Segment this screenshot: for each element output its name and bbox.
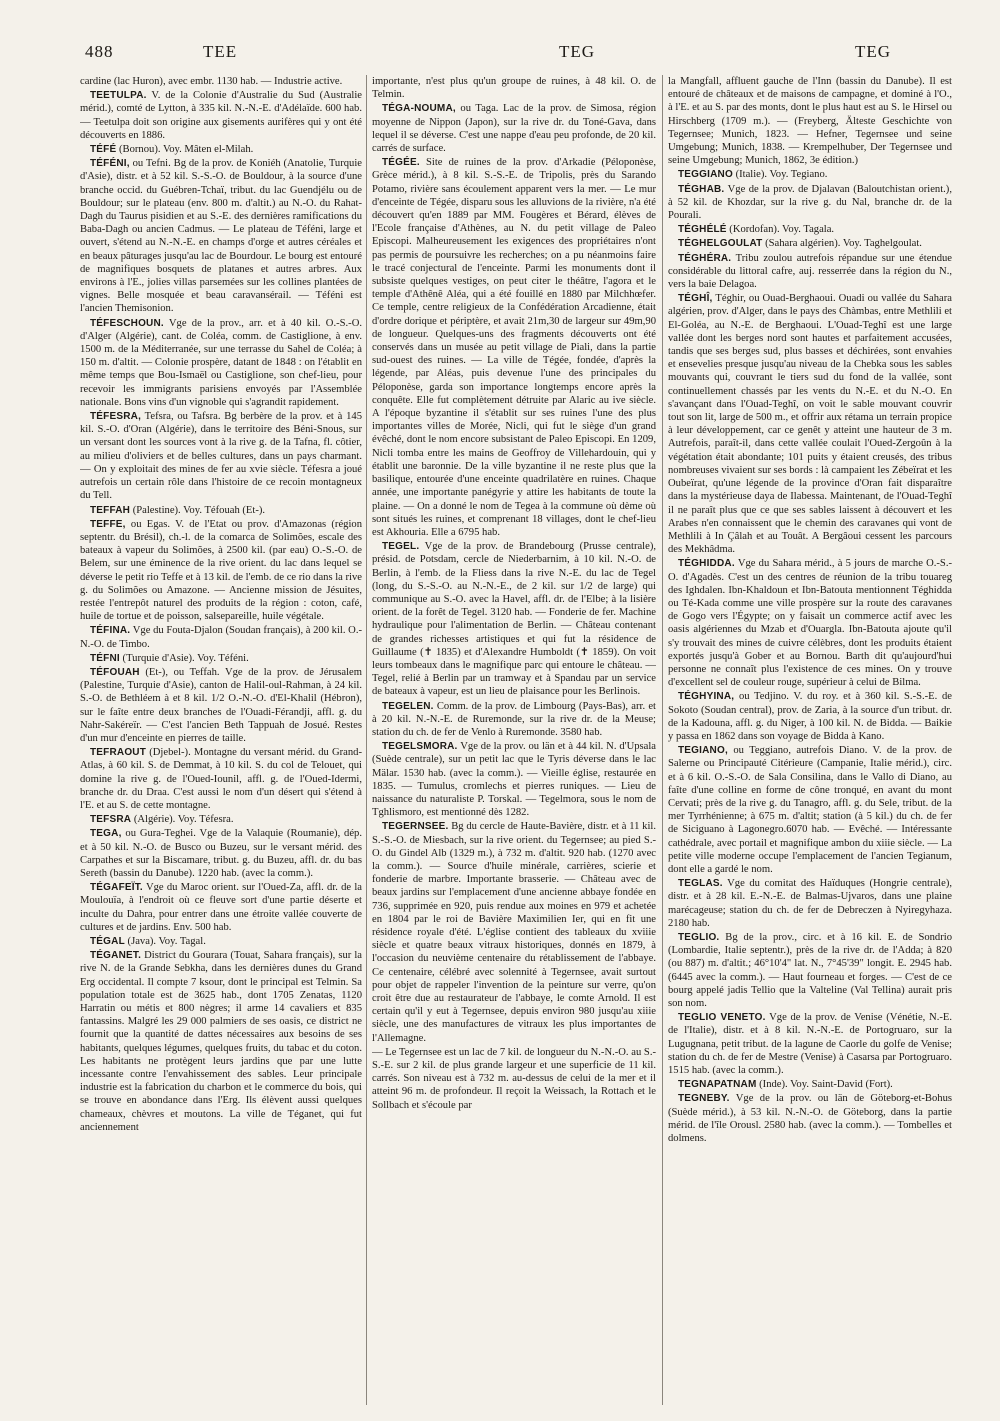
entry-text: (Sahara algérien). Voy. Taghelgoulat. [762,238,922,250]
entry-text: (Bornou). Voy. Mâten el-Milah. [116,144,254,156]
dictionary-entry [372,1046,656,1112]
left-running-head: TEE [203,42,238,61]
entry-headword: TÉGHYINA, [678,691,735,703]
dictionary-entry [80,949,362,1134]
dictionary-entry [668,744,952,876]
entry-headword: TÉFÉ [90,144,117,156]
entry-headword: TEGNEBY. [678,1093,730,1105]
dictionary-entry [80,624,362,650]
entry-headword: TEFRAOUT [90,747,147,759]
dictionary-entry [668,252,952,292]
dictionary-entry [372,156,656,539]
entry-text: Vge du Fouta-Djalon (Soudan français), à 200 kil. O.-N.-O. de Timbo. [80,625,362,650]
dictionary-entry [668,237,952,250]
entry-text: Comm. de la prov. de Limbourg (Pays-Bas), arr. et à 20 kil. N.-N.-E. de Ruremonde, sur la rive dr. de la Meuse; station du ch. de fer de Venlo à Ruremonde. 3580 hab. [372,700,656,738]
entry-text: (Djebel-). Montagne du versant mérid. du Grand-Atlas, à 60 kil. S. de Demmat, à 10 kil. S. du col de Telouet, qui domine la rive g. de l'Oued-Iounil, affl. g. de l'Oued-Idermi, branche dr. du Draa. C'est aussi le nom d'un désert qui s'étend à l'E. et au S. de cette montagne. [80,747,362,811]
dictionary-entry [80,666,362,745]
entry-headword: TÉGHÉLÉ [678,224,727,236]
entry-headword: TÉFOUAH [90,666,140,678]
entry-text: Vge de la prov. de Djalavan (Baloutchistan orient.), à 52 kil. de Khozdar, sur la rive g. du Nal, branche dr. de la Pourali. [668,183,952,222]
entry-text: Site de ruines de la prov. d'Arkadie (Péloponèse, Grèce mérid.), à 8 kil. S.-S.-E. de Tripolis, près du Sarando Potamo, rivière sans écoulement apparent vers la mer. — Le mur d'enceinte de Tégée, disparu sous les alluvions de la rivière, n'a été découvert qu'en 1889 par MM. Fougères et Bérard, élèves de l'Ecole française d'Athènes, au N. du petit village de Paleo Episcopi. Malheureusement les exigences des propriétaires n'ont pas permis de poursuivre les recherches; on a pu néanmoins faire le tracé conjectural de l'enceinte. Parmi les monuments dont il subsiste quelques vestiges, on peut citer le théâtre, l'agora et le temple d'Athênê Aléa, qui a été fouillé en 1880 par Milchhœfer. Ce temple, centre religieux de la Confédération Arcadienne, était d'ordre dorique et périptère, et avait 21m,30 de largeur sur 49m,90 de longueur. Quelques-uns des fragments découverts ont été conservés dans un musée au petit village de Piali, dans la partie sud-ouest des ruines. — La ville de Tégée, fondée, d'après la légende, par Aléas, puis devenue l'une des principales du Péloponèse, garda son importance longtemps encore après la conquête. Elle fut complètement détruite par Alaric au ive siècle. A l'époque byzantine il s'établit sur ses ruines l'une des plus importantes villes de Morée, Nicli, qui fut le siège d'un grand évêché, dont le nom encore subsistant de Paleo Episcopi. En 1209, Nicli tomba entre les mains de Geoffroy de Villehardouin, qui y établit une baronnie. De la ville byzantine il ne reste plus que la basilique, entourée d'une enceinte quadrilatère en ruines. Chaque année, une importante panégyrie y attire les habitants de toute la plaine. — On a donné le nom de Tegea à la commune où dème où sont situés les ruines, et comprenant 18 villages, dont le chef-lieu est Akhouria. Elle a 6795 hab. [372,157,656,538]
entry-headword: TEFFE, [90,518,126,530]
dictionary-entry [80,518,362,624]
dictionary-entry [668,557,952,689]
entry-headword: TEGGIANO [678,169,733,181]
entry-headword: TEGA, [90,828,122,840]
dictionary-entry [372,700,656,740]
entry-text: la Mangfall, affluent gauche de l'Inn (bassin du Danube). Il est entouré de châteaux et de maisons de campagne, et dominé à l'O., à l'E. et au S. par des monts, dont le plus haut est au S. le Hirsel ou Hirschberg (1709 m.). — (Freyberg, Älteste Geschichte von Tegernsee; Munich, 1823. — Hefner, Tegernsee und seine Umgebung; Munich, 1838. — Krempelhuber, Der Tegernsee und seine Umgebung; Munich, 1862, 3e édition.) [668,76,952,167]
entry-headword: TÉFESRA, [90,411,142,423]
entry-text: Vge de la prov. ou län et à 44 kil. N. d'Upsala (Suède centrale), sur un petit lac que le Tyris déverse dans le lac Mälar. 1530 hab. (avec la comm.). — Vieille église, restaurée en 1835. — Tumulus, cromlechs et pierres runiques. — Lieu de naissance du naturaliste P. Torskal. — Tegelmora, sous le nom de Tghlismoro, est mentionné dès 1282. [372,741,656,819]
entry-text: cardine (lac Huron), avec embr. 1130 hab. — Industrie active. [80,76,343,87]
entry-text: Vge du Maroc orient. sur l'Oued-Za, affl. dr. de la Moulouïa, à l'endroit où ce fleuve sort d'une partie déserte et inculte du Dahra, pour entrer dans une étroite vallée couverte de cultures et de jardins. Env. 500 hab. [80,882,362,933]
entry-headword: TÉGHÉRA. [678,252,732,264]
entry-text: Vge du comitat des Haïduques (Hongrie centrale), distr. et à 28 kil. E.-N.-E. de Balmas-Ujvaros, dans une plaine marécageuse; station du ch. de fer de Debreczen à Nyiregyhaza. 2180 hab. [668,878,952,929]
dictionary-entry [668,223,952,236]
entry-text: ou Gura-Teghei. Vge de la Valaquie (Roumanie), dép. et à 50 kil. N.-O. de Busco ou Buzeu, sur le versant mérid. des Carpathes et sur la Biscamare, tribut. g. du Buzeu, affl. dr. du bas Sereth (bassin du Danube). 1220 hab. (avec la comm.). [80,828,362,879]
running-header [85,42,980,68]
entry-headword: TÉGHAB. [678,183,725,195]
right-running-head: TEG [855,42,892,61]
dictionary-entry [80,157,362,315]
entry-text: — Le Tegernsee est un lac de 7 kil. de longueur du N.-N.-O. au S.-S.-E. sur 2 kil. de plus grande largeur et une superficie de 11 kil. carrés. Son niveau est à 732 m. au-dessus de celui de la mer et il atteint 96 m. de profondeur. Il reçoit la Weissach, la Rottach et le Sollbach et s'écoule par [372,1046,656,1111]
entry-text: (Kordofan). Voy. Tagala. [726,224,835,236]
column-divider [366,75,367,1405]
entry-text: Vge de la prov. de Brandebourg (Prusse centrale), présid. de Potsdam, cercle de Niederbarnim, à 10 kil. N.-O. de Berlin, à l'emb. de la Fliess dans la rive N.-E. du lac de Tegel (long, du S.-S.-O. au N.-N.-E., de 2 kil. sur 1/2 de large) qui communique au S.-O. avec la Havel, affl. dr. de l'Elbe; à la lisière orient. de la forêt de Tegel. 3120 hab. — Fonderie de fer. Machine hydraulique pour l'alimentation de Berlin. — Château contenant de grandes richesses artistiques et qui fut la résidence de Guillaume (✝ 1835) et d'Alexandre Humboldt (✝ 1859). On voit leurs tombeaux dans le magnifique parc qui entoure le château. — Tegel, relié à Berlin par un tramway et à Spandau par un service de bateaux à vapeur, est un lieu de plaisance pour les Berlinois. [372,541,656,698]
entry-headword: TEGNAPATNAM [678,1079,757,1091]
entry-text: Bg du cercle de Haute-Bavière, distr. et à 11 kil. S.-S.-O. de Miesbach, sur la rive orient. du Tegernsee; au pied S.-O. du Gindel Alb (1329 m.), à 732 m. d'altit. 920 hab. (1270 avec la comm.). — Source d'huile minérale, carrières, scierie et fonderie de marbre. Importante brasserie. — Château avec de beaux jardins sur l'emplacement d'une ancienne abbaye fondée en 736, supprimée en 920, puis rendue aux moines en 979 et achetée en 1804 par le roi de Bavière Maximilien Ier, qui en fit une résidence royale d'été. L'église contient des tableaux du xviiie siècle et quatre beaux vitraux historiques, donnés en 1879, à l'occasion du neuvième centenaire du rétablissement de l'abbaye. Ce centenaire, célébré avec solennité à Tegernsee, avait surtout pour objet de rappeler l'invention de la peinture sur verre, qu'on croit être due au restaurateur de l'abbaye, le comte Arnold. Il est certain qu'il y eut à Tegernsee, depuis environ 980 jusqu'au xiiie siècle, une des manufactures de vitraux les plus importantes de l'Allemagne. [372,821,656,1044]
entry-headword: TEFSRA [90,814,132,826]
entry-headword: TÉFÉNI, [90,158,130,170]
entry-headword: TÉGÉE. [382,157,420,169]
dictionary-entry [80,652,362,665]
dictionary-entry [80,89,362,142]
entry-headword: TEGIANO, [678,745,728,757]
entry-headword: TEGELSMORA. [382,741,458,753]
entry-text: Tefsra, ou Tafsra. Bg berbère de la prov. et à 145 kil. S.-O. d'Oran (Algérie), dans le territoire des Béni-Snous, sur un versant dont les sources vont à la rive g. de la Tafna, fl. côtier, au milieu d'oliviers et de belles cultures, dans un pays charmant. — On y exploitait des mines de fer au xvie siècle. Téfesra a joué autrefois un certain rôle dans l'histoire de ce recoin montagneux du Tell. [80,411,362,502]
dictionary-entry [668,168,952,181]
entry-headword: TÉFESCHOUN. [90,317,164,329]
dictionary-entry [668,1092,952,1145]
entry-headword: TÉGA-NOUMA, [382,103,456,115]
dictionary-entry [372,75,656,101]
page-number: 488 [85,42,114,61]
entry-headword: TEGEL. [382,541,420,553]
entry-text: (Italie). Voy. Tegiano. [732,169,828,181]
entry-text: ou Taga. Lac de la prov. de Simosa, région moyenne de Nippon (Japon), sur la rive dr. du Toné-Gava, dans lequel il se déverse. C'est une nappe d'eau peu profonde, de 20 kil. carrés de surface. [372,103,656,155]
dictionary-entry [80,143,362,156]
dictionary-entry [80,410,362,502]
entry-text: ou Tedjino. V. du roy. et à 360 kil. S.-S.-E. de Sokoto (Soudan central), prov. de Zaria, à la source d'un tribut. dr. de la Kadouna, affl. g. du Niger, à 100 kil. N. de Bidda. — Baikie y passa en 1862 dans son voyage de Bidda à Kano. [668,691,952,742]
entry-headword: TEGLIO. [678,932,720,943]
text-column-3 [668,75,952,1405]
entry-headword: TEGLAS. [678,878,723,890]
entry-text: (Java). Voy. Tagal. [124,936,206,947]
dictionary-entry [80,881,362,934]
entry-text: ou Tefni. Bg de la prov. de Koniéh (Anatolie, Turquie d'Asie), distr. et à 52 kil. S.-S.-O. de Bouldour, à la source d'une branche occid. du Guébren-Tchaï, tribut. du lac Guendjélu ou de Bouldour; sur le plateau (env. 800 m. d'altit.) au N.-O. du Rahat-Dagh du Taurus pisidien et au S.-E. des dernières ramifications du Baba-Dagh ou ancien Cadmus. — Le plateau de Téféni, large et ouvert, s'étend au N.-N.-E. en champs d'orge et autres céréales et en beaux pâturages jusqu'au lac de Bourdour. Le bourg est entouré de magnifiques bosquets de platanes et autres arbres. Aux environs à l'E., jolies villas parsemées sur les collines plantées de vignes. Belle mosquée et beau caravansérail. — Téféni est l'ancien Themisonion. [80,158,362,315]
entry-headword: TÉGHÎ, [678,293,713,305]
entry-text: Téghir, ou Ouad-Berghaoui. Ouadi ou vallée du Sahara algérien, prov. d'Alger, dans le pays des Chàmbas, entre Methlili et El-Goléa, au N.-E. de Berghaoui. L'Ouad-Teghî est une large vallée dont les berges nord sont hautes et parfaitement accusées, tandis que ses berges sud, plus basses et déchirées, sont envahies et ensevelies presque jusqu'au niveau de la Chebka sous les sables mouvants qui, couvrant le tiers sud du fond de la vallée, sont continuellement chassés par les vents du N.-E. et du N.-O. En s'avançant dans l'Ouad-Teghî, on voit le sable mouvant couvrir tout son lit, large de 500 m., et offrir aux rétama un terrain propice à leur développement, car ce genêt y atteint une hauteur de 3 m. Autrefois, paraît-il, dans cette vallée coulait l'Oued-Zergoûn à la végétation était abondante; 101 puits y étaient creusés, des tribus nombreuses vivaient sur ses bords : là campaient les Zébeïrat et les Oubeïrat, qu'une légende de la province d'Oran fait disparaître dans la mystérieuse daya de Ilabessa. Maintenant, de l'Ouad-Teghî il ne paraît plus que ce que ses sables laissent à découvert et les Arabes n'en connaissent que le chemin des caravanes qui vont de Methlili à In Çâlah et au Touât. A Bergâoui cessent les parcours des Mekhâdma. [668,293,952,556]
entry-headword: TEGLIO VENETO. [678,1012,766,1024]
dictionary-entry [80,827,362,880]
dictionary-entry [668,690,952,743]
entry-headword: TÉGAL [90,936,125,947]
entry-text: Vge de la prov. ou län de Göteborg-et-Bohus (Suède mérid.), à 53 kil. N.-N.-O. de Göteborg, dans la partie mérid. de l'île Orousl. 2580 hab. (avec la comm.). — Tombelles et dolmens. [668,1093,952,1145]
dictionary-entry [80,504,362,517]
dictionary-entry [668,1011,952,1077]
dictionary-entry [668,183,952,223]
dictionary-entry [668,877,952,930]
entry-text: Bg de la prov., circ. et à 16 kil. E. de Sondrio (Lombardie, Italie septentr.), près de la rive dr. de l'Adda; à 820 (ou 887) m. d'altit.; 46°10'4" lat. N., 7°45'39" longit. E. 2945 hab. (6445 avec la comm.). — Haut fourneau et forges. — C'est de ce bourg appelé jadis Tellio que la Valteline (Val Tellina) aurait pris son nom. [668,932,952,1010]
entry-headword: TEGERNSEE. [382,821,449,833]
entry-text: ou Egas. V. de l'Etat ou prov. d'Amazonas (région septentr. du Brésil), ch.-l. de la comarca de Solimões, escale des bateaux à vapeur du Solimões, à 2500 kil. (par eau) O.-S.-O. de Belem, sur une éminence de la rive orient. du lac dans lequel se déverse le petit rio Teffe et à 13 kil. de l'emb. de ce rio dans la rive g. du Solimões ou Amazone. — Ancienne mission de Jésuites, restée l'entrepôt naturel des produits de la région : coton, café, huile de tortue et de poisson, salsepareille, huile végétale. [80,518,362,623]
dictionary-entry [80,75,362,88]
dictionary-entry [668,931,952,1010]
dictionary-entry [372,740,656,819]
dictionary-entry [80,317,362,409]
entry-text: (Algérie). Voy. Téfesra. [131,814,234,826]
entry-headword: TÉGHIDDA. [678,558,735,570]
text-column-1 [80,75,362,1405]
dictionary-entry [372,820,656,1044]
entry-text: (Et-), ou Teffah. Vge de la prov. de Jérusalem (Palestine, Turquie d'Asie), canton de Halil-oul-Rahman, à 24 kil. S.-O. de Bethléem à et 8 kil. 1/2 O.-N.-O. d'El-Khalil (Hébron), sur le faîte entre deux branches de l'Ouadi-Férandji, affl. g. du Nahr-Sakéreïr. — C'est l'ancien Beth Tappuah de Josué. Restes d'un mur d'enceinte en pierres de taille. [80,666,362,744]
entry-text: Vge de la prov. de Venise (Vénétie, N.-E. de l'Italie), distr. et à 8 kil. N.-N.-E. de Portogruaro, sur la Lugugnana, petit tribut. de la lagune de Caorle du golfe de Venise; station du ch. de fer de Mestre (Venise) à Casarsa par Portogruaro. 1515 hab. (avec la comm.). [668,1012,952,1077]
entry-headword: TEGELEN. [382,700,434,712]
entry-headword: TÉGHELGOULAT [678,238,763,250]
entry-text: ou Teggiano, autrefois Diano. V. de la prov. de Salerne ou Principauté Citérieure (Campanie, Italie mérid.), circ. et à 6 kil. O.-S.-O. de Sala Consilina, dans le Vallo di Diano, au faîte d'une colline en forme de cône tronqué, en avant du mont Cervati; près de la rive g. du Tanagro, affl. g. du Sele, tribut. de la mer Tyrrhénienne; à 675 m. d'altit; station (à 5 kil.) du ch. de fer de Siciguano à Lagonegro.6070 hab. — Evêché. — Intéressante cathédrale, avec portail et magnifique ambon du xiiie siècle. — La petite ville moderne occupe l'emplacement de l'ancien Tegianum, dont elle a gardé le nom. [668,745,952,875]
dictionary-entry [372,102,656,155]
text-column-2 [372,75,656,1405]
dictionary-entry [668,75,952,167]
entry-headword: TÉFINA. [90,625,131,637]
entry-text: Tribu zoulou autrefois répandue sur une étendue considérable du littoral cafre, auj. resserrée dans la région du N., vers la baie Delagoa. [668,252,952,291]
dictionary-entry [668,1078,952,1091]
entry-headword: TÉGAFEÏT. [90,882,143,894]
entry-headword: TEETULPA. [90,90,147,102]
entry-text: importante, n'est plus qu'un groupe de ruines, à 48 kil. O. de Telmin. [372,76,656,101]
entry-headword: TÉGANET. [90,950,142,962]
entry-text: Vge du Sahara mérid., à 5 jours de marche O.-S.-O. d'Agadès. C'est un des centres de réunion de la tribu touareg des Ighdalen. Ibn-Khaldoun et Ibn-Batouta mentionnent Téghidda ou Té-Kada comme une ville prospère sur la route des caravanes de Gogo vers l'Égypte; on y faisait un commerce actif avec les oasis algériennes du Mzab et d'Ouargla. Ibn-Batouta ajoute qu'il s'y trouvait des mines de cuivre célèbres, dont les produits étaient exportés jusqu'à Gober et au Bornou. Barth dit qu'aujourd'hui personne ne connaît plus l'existence de ces mines. On y trouve d'excellent sel de couleur rouge, supérieur à celui de Bilma. [668,558,952,689]
dictionary-entry [80,746,362,812]
column-divider [662,75,663,1405]
dictionary-entry [668,292,952,556]
dictionary-entry [372,540,656,698]
dictionary-entry [80,935,362,948]
entry-text: (Palestine). Voy. Téfouah (Et-). [130,504,266,516]
entry-text: V. de la Colonie d'Australie du Sud (Australie mérid.), comté de Lytton, à 335 kil. N.-N.-E. d'Adélaïde. 600 hab. — Teetulpa doit son origine aux gisements aurifères qui y ont été découverts en 1886. [80,90,362,141]
entry-text: Vge de la prov., arr. et à 40 kil. O.-S.-O. d'Alger (Algérie), cant. de Coléa, comm. de Castiglione, à env. 1500 m. de la Méditerranée, sur une terrasse du Sahel de Coléa; à 150 m. d'altit. — Colonie prospère, datant de 1848 : on l'établit en même temps que Bou-Ismaël ou Castiglione, son chef-lieu, pour recevoir les immigrants parisiens envoyés par l'Assemblée nationale. Bons vins d'un vignoble qui s'agrandit rapidement. [80,317,362,408]
entry-text: District du Gourara (Touat, Sahara français), sur la rive N. de la Grande Sebkha, dans les dernières dunes du Grand Erg occidental. Il compte 7 ksour, dont le principal est Telmin. Sa population totale est de 3625 hab., dont 1705 Zenatas, 1120 Harratin ou métis et 800 nègres; il arme 14 cavaliers et 835 fantassins. Malgré les 29 000 palmiers de ses oasis, ce district ne fournit que la quantité de dattes nécessaires aux besoins de ses habitants, quelques légumes, quelques fruits, du tabac et du coton. Les habitants ne protègent leurs jardins que par une lutte incessante contre l'envahissement des sables. Leur principale industrie est la fabrication du charbon et le commerce du bois, qui se trouve en abondance dans l'Erg. Ils élèvent aussi quelques chameaux, chèvres et moutons. La ville de Téganet, qui fut anciennement [80,950,362,1133]
dictionary-entry [80,813,362,826]
center-running-head: TEG [559,42,596,61]
entry-text: (Turquie d'Asie). Voy. Téféni. [119,652,249,664]
entry-text: (Inde). Voy. Saint-David (Fort). [756,1079,893,1091]
entry-headword: TEFFAH [90,504,131,516]
entry-headword: TÉFNI [90,652,120,664]
